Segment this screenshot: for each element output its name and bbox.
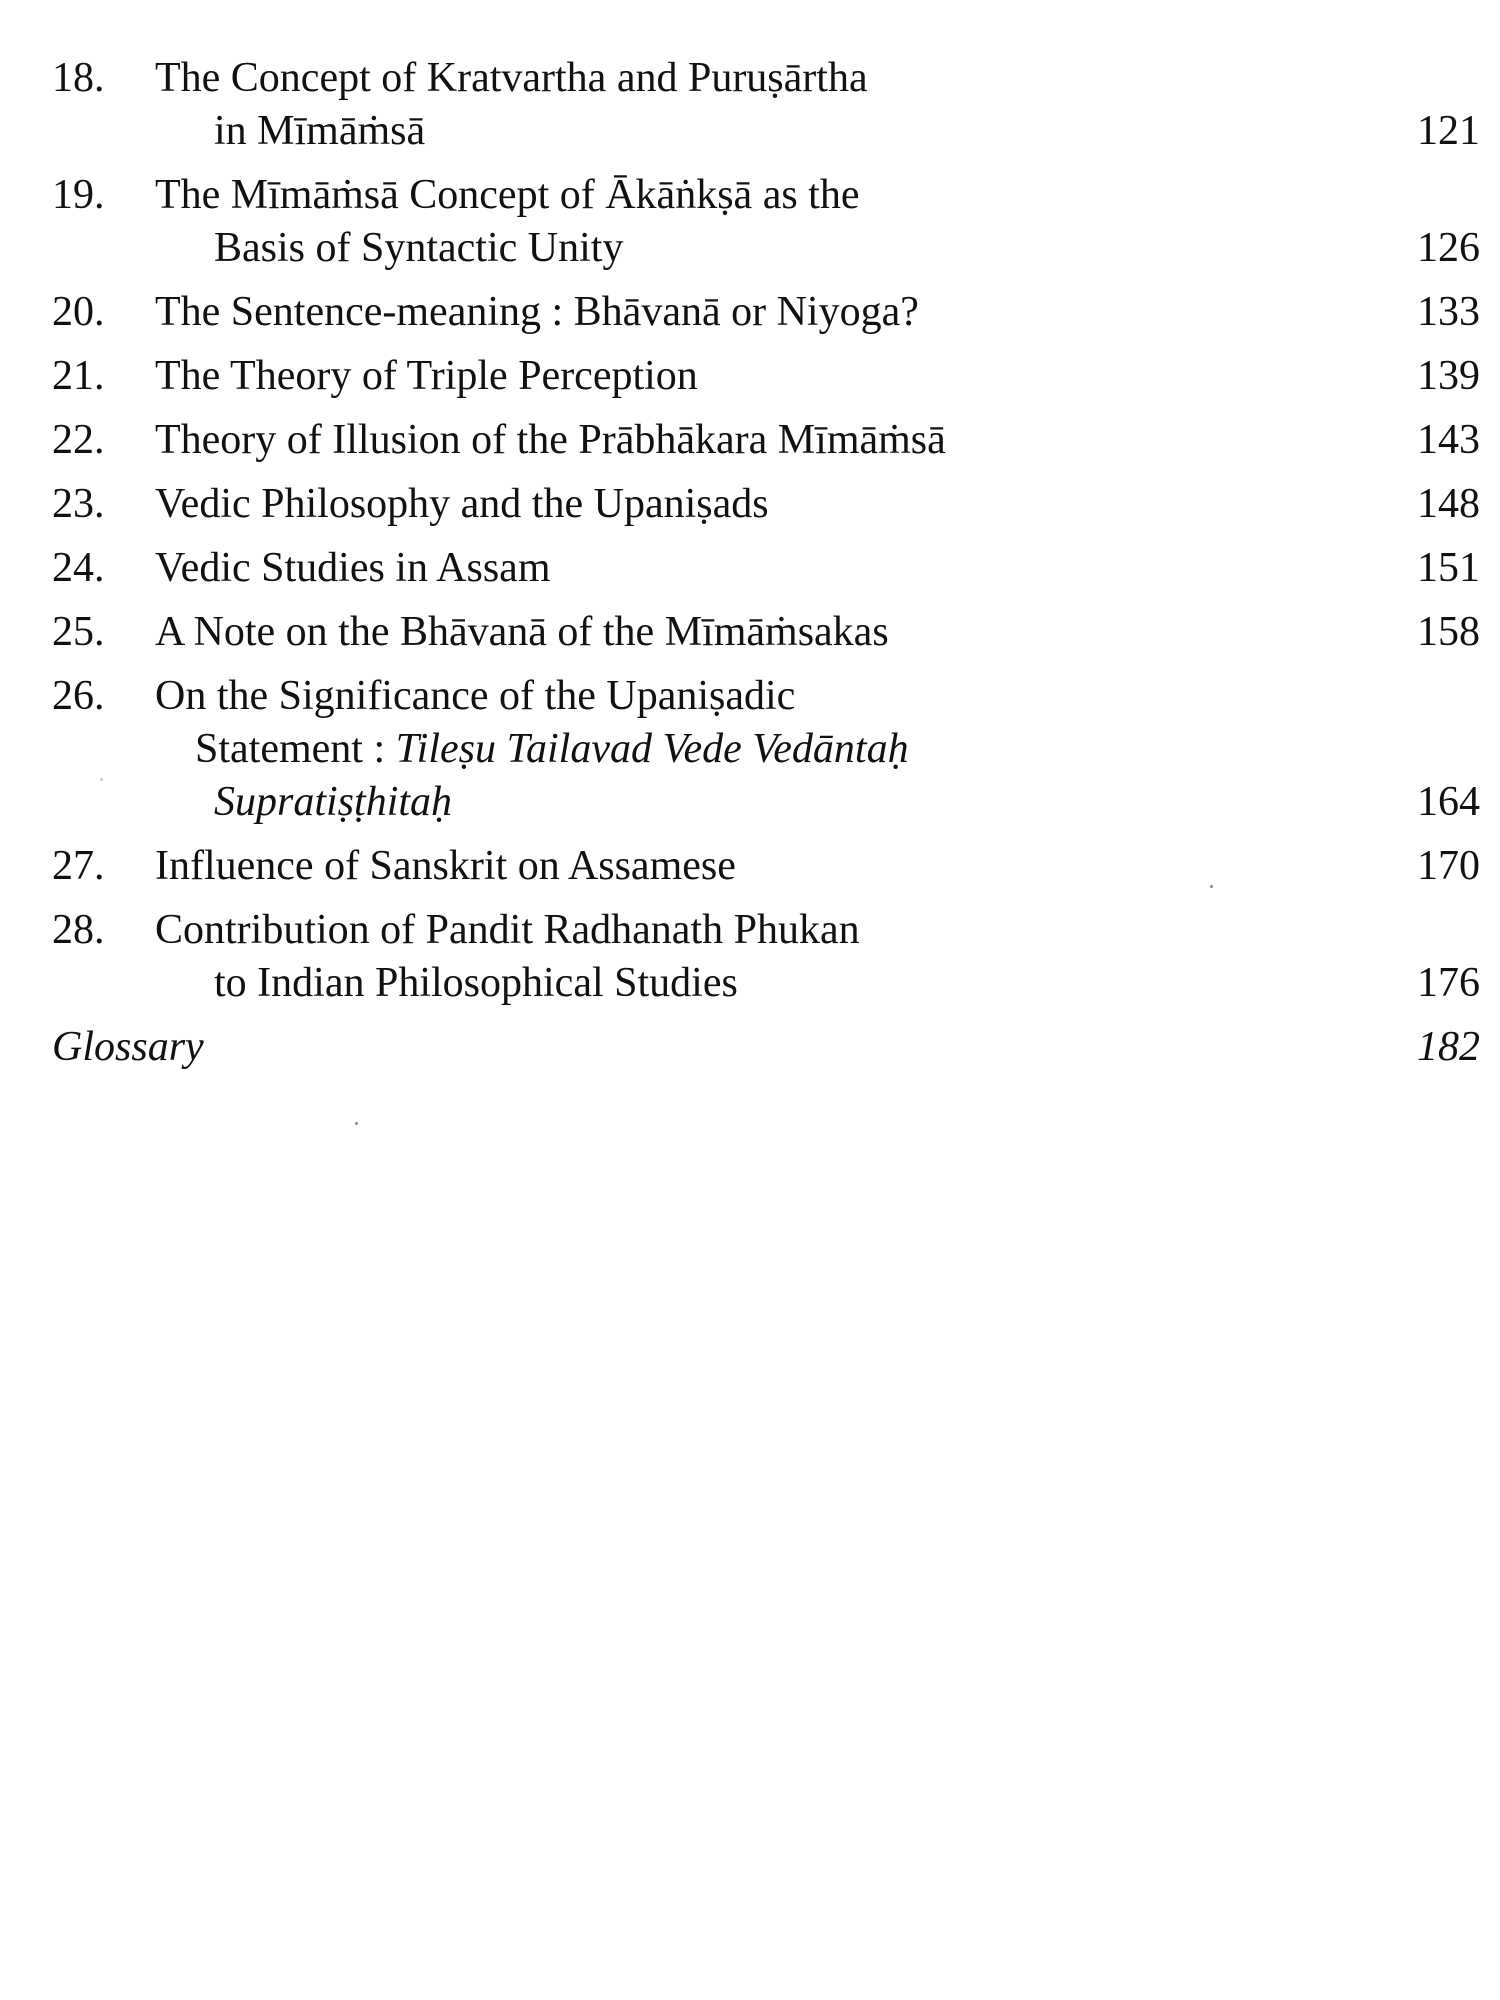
entry-title: Vedic Studies in Assam (155, 545, 551, 591)
toc-entry-glossary[interactable] (52, 1021, 1480, 1074)
entry-number: 27. (52, 843, 105, 889)
entry-number: 20. (52, 289, 105, 335)
entry-title-line-2-prefix: Statement : (195, 726, 396, 772)
entry-title: A Note on the Bhāvanā of the Mīmāṁsakas (155, 609, 889, 655)
entry-number: 23. (52, 481, 105, 527)
toc-entry-27[interactable] (52, 840, 1480, 893)
entry-page-number: 176 (1417, 960, 1480, 1006)
entry-title-line-2 (195, 723, 909, 776)
table-of-contents (52, 52, 1480, 1074)
entry-page-number: 139 (1417, 353, 1480, 399)
toc-entry-24[interactable] (52, 542, 1480, 595)
scan-speck (100, 778, 103, 781)
entry-page-number: 126 (1417, 225, 1480, 271)
scan-speck (1210, 885, 1213, 888)
glossary-page-number: 182 (1417, 1024, 1480, 1070)
entry-page-number: 151 (1417, 545, 1480, 591)
entry-number: 18. (52, 55, 105, 101)
entry-page-number: 121 (1417, 108, 1480, 154)
toc-entry-20[interactable] (52, 286, 1480, 339)
toc-entry-19[interactable] (52, 169, 1480, 275)
toc-entry-18[interactable] (52, 52, 1480, 158)
toc-entry-28[interactable] (52, 904, 1480, 1010)
entry-number: 22. (52, 417, 105, 463)
entry-number: 26. (52, 673, 105, 719)
entry-title-line-1: Contribution of Pandit Radhanath Phukan (155, 907, 860, 953)
toc-entry-23[interactable] (52, 478, 1480, 531)
entry-title-line-2: Basis of Syntactic Unity (214, 225, 624, 271)
entry-number: 19. (52, 172, 105, 218)
entry-title: Theory of Illusion of the Prābhākara Mīmāṁsā (155, 417, 946, 463)
entry-page-number: 158 (1417, 609, 1480, 655)
entry-title: The Theory of Triple Perception (155, 353, 698, 399)
toc-entry-21[interactable] (52, 350, 1480, 403)
scan-speck (355, 1122, 358, 1125)
entry-title-line-2: in Mīmāṁsā (214, 108, 426, 154)
entry-title: The Sentence-meaning : Bhāvanā or Niyoga? (155, 289, 919, 335)
entry-page-number: 143 (1417, 417, 1480, 463)
toc-entry-25[interactable] (52, 606, 1480, 659)
entry-title: Vedic Philosophy and the Upaniṣads (155, 481, 769, 527)
entry-title-line-1: The Concept of Kratvartha and Puruṣārtha (155, 55, 868, 101)
entry-page-number: 148 (1417, 481, 1480, 527)
toc-entry-22[interactable] (52, 414, 1480, 467)
entry-page-number: 170 (1417, 843, 1480, 889)
entry-title: Influence of Sanskrit on Assamese (155, 843, 736, 889)
glossary-label: Glossary (52, 1024, 204, 1070)
entry-number: 28. (52, 907, 105, 953)
entry-number: 24. (52, 545, 105, 591)
entry-page-number: 164 (1417, 779, 1480, 825)
entry-number: 21. (52, 353, 105, 399)
entry-page-number: 133 (1417, 289, 1480, 335)
entry-title-line-3: Supratiṣṭhitaḥ (214, 779, 453, 825)
entry-number: 25. (52, 609, 105, 655)
entry-title-line-2: to Indian Philosophical Studies (214, 960, 738, 1006)
entry-title-line-1: The Mīmāṁsā Concept of Ākāṅkṣā as the (155, 172, 860, 218)
entry-title-line-2-italic: Tileṣu Tailavad Vede Vedāntaḥ (395, 726, 909, 772)
toc-entry-26[interactable] (52, 670, 1480, 829)
entry-title-line-1: On the Significance of the Upaniṣadic (155, 673, 796, 719)
